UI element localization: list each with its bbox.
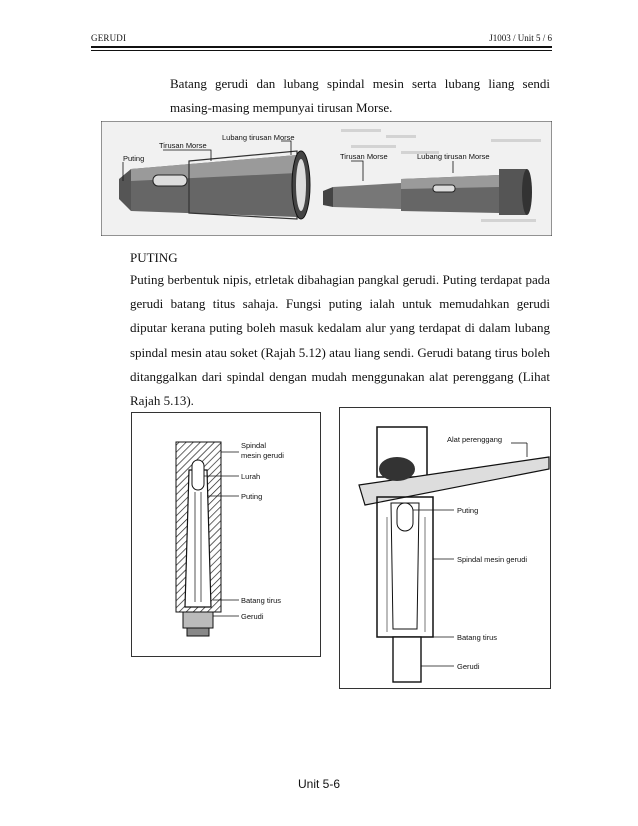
- label-puting: Puting: [241, 492, 263, 501]
- section-puting: [130, 248, 550, 413]
- label-puting: Puting: [123, 154, 145, 163]
- label-tirusan-morse: Tirusan Morse: [159, 141, 207, 150]
- page-footer: Unit 5-6: [297, 777, 341, 791]
- header-rule-thin: [91, 50, 552, 51]
- section-body: Puting berbentuk nipis, etrletak dibahagian pangkal gerudi. Puting terdapat pada gerudi batang titus sahaja. Fungsi puting ialah untuk memudahkan gerudi diputar kerana puting boleh masuk kedalam alur yang terdapat di dalam lubang spindal mesin atau soket (Rajah 5.12) atau liang sendi. Gerudi batang tirus boleh ditanggalkan dari spindal dengan mudah menggunakan alat perenggang (Lihat Rajah 5.13).: [130, 272, 550, 409]
- label-batang-tirus: Batang tirus: [457, 633, 498, 642]
- header-left: GERUDI: [91, 33, 127, 43]
- label-lubang-tirusan-morse-1: Lubang tirusan Morse: [222, 133, 295, 142]
- label-batang-tirus: Batang tirus: [241, 596, 282, 605]
- header-right: J1003 / Unit 5 / 6: [489, 33, 552, 43]
- label-lubang-tirusan-morse-2: Lubang tirusan Morse: [417, 152, 490, 161]
- header-rule: [91, 46, 552, 48]
- label-lurah: Lurah: [241, 472, 261, 481]
- label-gerudi: Gerudi: [241, 612, 264, 621]
- label-puting: Puting: [457, 506, 479, 515]
- label-tirusan-morse-2: Tirusan Morse: [340, 152, 388, 161]
- intro-paragraph: [170, 72, 550, 120]
- label-alat-perenggang: Alat perenggang: [447, 435, 503, 444]
- label-gerudi: Gerudi: [457, 662, 480, 671]
- figure-spindle-section: [131, 412, 321, 657]
- figure-drift-removal: [339, 407, 551, 689]
- label-spindal: Spindal: [241, 441, 267, 450]
- figure-morse-taper: [101, 121, 552, 236]
- intro-text: Batang gerudi dan lubang spindal mesin serta lubang liang sendi masing-masing mempunyai tirusan Morse.: [170, 76, 550, 115]
- label-spindal-mesin-gerudi: Spindal mesin gerudi: [457, 555, 528, 564]
- label-mesin-gerudi: mesin gerudi: [241, 451, 284, 460]
- section-heading: PUTING: [130, 250, 178, 265]
